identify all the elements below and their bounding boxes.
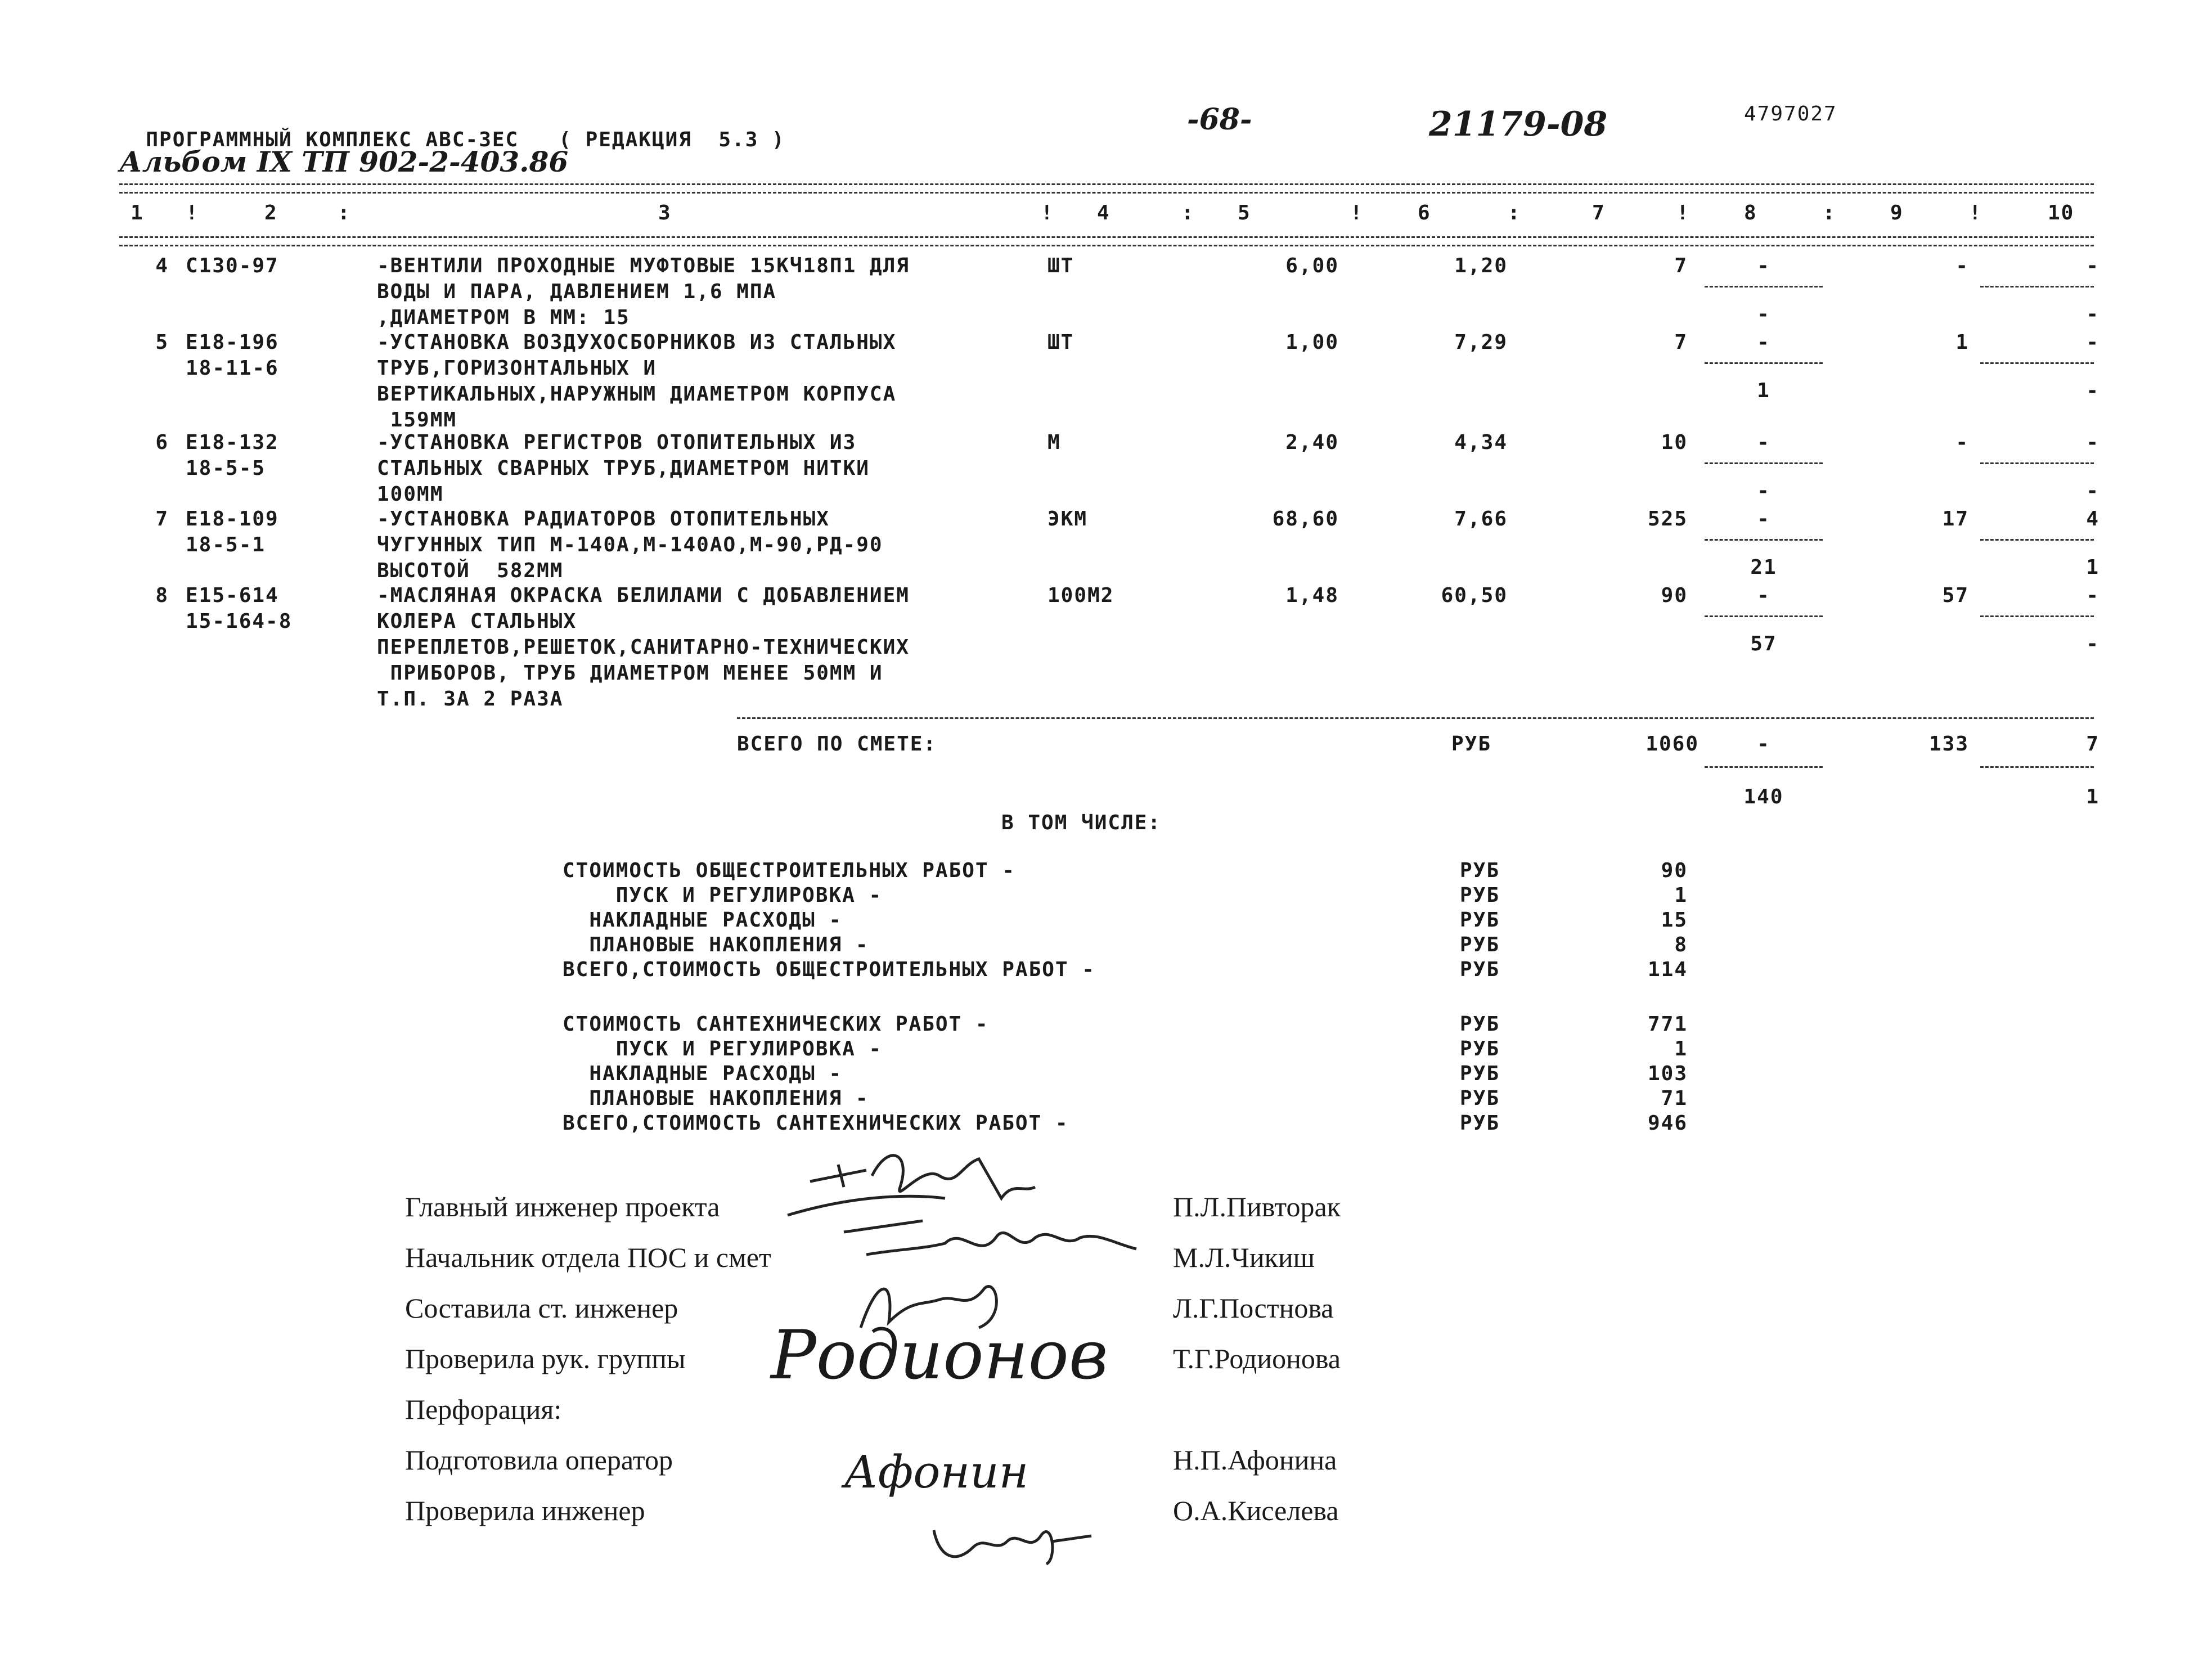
row-col8-fraction xyxy=(1705,539,1823,541)
column-header-3: 3 xyxy=(658,201,672,224)
row-description: -МАСЛЯНАЯ ОКРАСКА БЕЛИЛАМИ С ДОБАВЛЕНИЕМ xyxy=(377,584,910,607)
column-header-4: 4 xyxy=(1097,201,1111,224)
summary-general-unit: РУБ xyxy=(1460,859,1500,882)
row-code: 18-11-6 xyxy=(186,357,279,380)
including-label: В ТОМ ЧИСЛЕ: xyxy=(1001,811,1162,834)
column-separator: ! xyxy=(186,201,199,224)
row-total: 7 xyxy=(1674,254,1688,277)
row-col10-bottom: - xyxy=(2086,303,2099,326)
signature-role: Проверила рук. группы xyxy=(405,1343,686,1374)
row-description: ,ДИАМЕТРОМ В ММ: 15 xyxy=(377,306,630,329)
row-col10-fraction xyxy=(1980,362,2094,364)
column-separator: ! xyxy=(1041,201,1054,224)
column-separator: ! xyxy=(1350,201,1364,224)
row-col8-top: - xyxy=(1757,584,1770,607)
row-unit: М xyxy=(1047,431,1061,454)
row-code: Е18-109 xyxy=(186,507,279,531)
column-header-7: 7 xyxy=(1592,201,1606,224)
header-bottom-rule xyxy=(119,236,2094,246)
signature-mark-operator: Афонин xyxy=(844,1446,1029,1498)
row-total: 10 xyxy=(1661,431,1688,454)
row-quantity: 1,00 xyxy=(1285,331,1339,354)
row-code: Е15-614 xyxy=(186,584,279,607)
row-description: СТАЛЬНЫХ СВАРНЫХ ТРУБ,ДИАМЕТРОМ НИТКИ xyxy=(377,457,870,480)
summary-plumbing-value: 771 xyxy=(1647,1013,1688,1036)
column-header-9: 9 xyxy=(1890,201,1904,224)
column-separator: : xyxy=(1823,201,1836,224)
row-col10-top: - xyxy=(2086,431,2099,454)
column-separator: ! xyxy=(1969,201,1982,224)
total-value: 1060 xyxy=(1645,732,1699,756)
summary-general-value: 8 xyxy=(1674,933,1688,956)
album-reference: Альбом IX ТП 902-2-403.86 xyxy=(119,145,569,178)
total-label: ВСЕГО ПО СМЕТЕ: xyxy=(737,732,937,756)
row-col10-top: - xyxy=(2086,254,2099,277)
row-total: 7 xyxy=(1674,331,1688,354)
row-description: ПЕРЕПЛЕТОВ,РЕШЕТОК,САНИТАРНО-ТЕХНИЧЕСКИХ xyxy=(377,636,910,659)
summary-plumbing-label: ПУСК И РЕГУЛИРОВКА - xyxy=(563,1037,883,1060)
program-name: ПРОГРАММНЫЙ КОМПЛЕКС АВС-3ЕС xyxy=(146,128,519,151)
row-description: -УСТАНОВКА РЕГИСТРОВ ОТОПИТЕЛЬНЫХ ИЗ xyxy=(377,431,857,454)
row-number: 5 xyxy=(155,331,169,354)
signature-role: Главный инженер проекта xyxy=(405,1191,720,1222)
summary-plumbing-value: 1 xyxy=(1674,1037,1688,1060)
row-unit-price: 4,34 xyxy=(1454,431,1508,454)
signature-role: Начальник отдела ПОС и смет xyxy=(405,1242,771,1273)
signature-name: М.Л.Чикиш xyxy=(1173,1242,1315,1273)
total-unit: РУБ xyxy=(1451,732,1492,756)
row-col8-bottom: 57 xyxy=(1750,632,1777,655)
row-col8-top: - xyxy=(1757,431,1770,454)
row-col10-bottom: - xyxy=(2086,479,2099,502)
row-col8-bottom: 21 xyxy=(1750,556,1777,579)
row-description: ЧУГУННЫХ ТИП М-140А,М-140АО,М-90,РД-90 xyxy=(377,533,883,556)
row-col10-top: - xyxy=(2086,331,2099,354)
signature-role: Проверила инженер xyxy=(405,1495,645,1526)
total-col8-bottom: 140 xyxy=(1743,785,1784,808)
row-description: -УСТАНОВКА РАДИАТОРОВ ОТОПИТЕЛЬНЫХ xyxy=(377,507,830,531)
row-col9: - xyxy=(1955,431,1969,454)
column-header-8: 8 xyxy=(1744,201,1757,224)
summary-general-value: 114 xyxy=(1647,958,1688,981)
summary-general-unit: РУБ xyxy=(1460,933,1500,956)
total-col9: 133 xyxy=(1928,732,1969,756)
row-col10-fraction xyxy=(1980,539,2094,541)
row-unit-price: 60,50 xyxy=(1441,584,1508,607)
summary-general-label: ПЛАНОВЫЕ НАКОПЛЕНИЯ - xyxy=(563,933,869,956)
row-col8-top: - xyxy=(1757,331,1770,354)
document-code: 21179-08 xyxy=(1429,105,1608,144)
summary-general-unit: РУБ xyxy=(1460,884,1500,907)
total-col10-fraction xyxy=(1980,766,2094,768)
row-code: Е18-196 xyxy=(186,331,279,354)
summary-plumbing-unit: РУБ xyxy=(1460,1112,1500,1135)
signature-mark-engineer xyxy=(923,1508,1103,1570)
row-quantity: 6,00 xyxy=(1285,254,1339,277)
row-col8-fraction xyxy=(1705,362,1823,364)
row-description: ВЫСОТОЙ 582ММ xyxy=(377,559,564,582)
summary-general-value: 90 xyxy=(1661,859,1688,882)
row-code: С130-97 xyxy=(186,254,279,277)
signature-mark-department-head xyxy=(833,1210,1148,1271)
row-unit: 100М2 xyxy=(1047,584,1114,607)
row-code: 18-5-5 xyxy=(186,457,266,480)
signature-role: Составила ст. инженер xyxy=(405,1292,678,1324)
row-description: ВОДЫ И ПАРА, ДАВЛЕНИЕМ 1,6 МПА xyxy=(377,280,777,303)
page-number: -68- xyxy=(1187,102,1252,137)
row-number: 8 xyxy=(155,584,169,607)
row-col10-fraction xyxy=(1980,462,2094,464)
summary-general-value: 1 xyxy=(1674,884,1688,907)
summary-plumbing-unit: РУБ xyxy=(1460,1013,1500,1036)
row-description: ПРИБОРОВ, ТРУБ ДИАМЕТРОМ МЕНЕЕ 50ММ И xyxy=(377,662,883,685)
summary-plumbing-label: ВСЕГО,СТОИМОСТЬ САНТЕХНИЧЕСКИХ РАБОТ - xyxy=(563,1112,1069,1135)
summary-general-label: НАКЛАДНЫЕ РАСХОДЫ - xyxy=(563,909,843,932)
row-description: Т.П. ЗА 2 РАЗА xyxy=(377,687,564,711)
row-col10-top: 4 xyxy=(2086,507,2099,531)
summary-plumbing-label: НАКЛАДНЫЕ РАСХОДЫ - xyxy=(563,1062,843,1085)
row-description: КОЛЕРА СТАЛЬНЫХ xyxy=(377,610,577,633)
total-col8-fraction xyxy=(1705,766,1823,768)
row-description: ТРУБ,ГОРИЗОНТАЛЬНЫХ И xyxy=(377,357,657,380)
row-col9: 1 xyxy=(1955,331,1969,354)
summary-general-unit: РУБ xyxy=(1460,909,1500,932)
column-separator: : xyxy=(338,201,351,224)
row-col8-bottom: - xyxy=(1757,479,1770,502)
row-col10-bottom: 1 xyxy=(2086,556,2099,579)
row-total: 525 xyxy=(1647,507,1688,531)
row-col8-fraction xyxy=(1705,286,1823,287)
signature-role: Перфорация: xyxy=(405,1394,562,1425)
row-unit: ШТ xyxy=(1047,254,1074,277)
edition: ( РЕДАКЦИЯ 5.3 ) xyxy=(559,128,785,151)
column-separator: : xyxy=(1508,201,1521,224)
signature-name: Н.П.Афонина xyxy=(1173,1444,1337,1476)
row-unit-price: 7,66 xyxy=(1454,507,1508,531)
summary-plumbing-value: 103 xyxy=(1647,1062,1688,1085)
row-col8-fraction xyxy=(1705,615,1823,617)
header-top-rule xyxy=(119,183,2094,194)
row-number: 7 xyxy=(155,507,169,531)
row-quantity: 1,48 xyxy=(1285,584,1339,607)
signature-role: Подготовила оператор xyxy=(405,1444,673,1476)
row-col9: 57 xyxy=(1942,584,1969,607)
total-col10-top: 7 xyxy=(2086,732,2099,756)
row-col8-fraction xyxy=(1705,462,1823,464)
summary-general-value: 15 xyxy=(1661,909,1688,932)
row-col10-bottom: - xyxy=(2086,632,2099,655)
row-description: -ВЕНТИЛИ ПРОХОДНЫЕ МУФТОВЫЕ 15КЧ18П1 ДЛЯ xyxy=(377,254,910,277)
total-rule xyxy=(737,717,2094,719)
row-col8-top: - xyxy=(1757,254,1770,277)
column-header-5: 5 xyxy=(1238,201,1251,224)
row-col10-fraction xyxy=(1980,286,2094,287)
summary-plumbing-value: 71 xyxy=(1661,1087,1688,1110)
column-separator: : xyxy=(1181,201,1195,224)
row-description: 100ММ xyxy=(377,483,444,506)
summary-general-label: ВСЕГО,СТОИМОСТЬ ОБЩЕСТРОИТЕЛЬНЫХ РАБОТ - xyxy=(563,958,1095,981)
row-number: 4 xyxy=(155,254,169,277)
signature-name: Л.Г.Постнова xyxy=(1173,1292,1334,1324)
row-col9: - xyxy=(1955,254,1969,277)
row-unit-price: 1,20 xyxy=(1454,254,1508,277)
summary-general-unit: РУБ xyxy=(1460,958,1500,981)
summary-plumbing-label: СТОИМОСТЬ САНТЕХНИЧЕСКИХ РАБОТ - xyxy=(563,1013,989,1036)
serial-number: 4797027 xyxy=(1744,102,1837,125)
row-code: 15-164-8 xyxy=(186,610,293,633)
row-quantity: 68,60 xyxy=(1272,507,1339,531)
signature-name: О.А.Киселева xyxy=(1173,1495,1339,1526)
summary-plumbing-unit: РУБ xyxy=(1460,1087,1500,1110)
column-header-1: 1 xyxy=(131,201,144,224)
summary-general-label: ПУСК И РЕГУЛИРОВКА - xyxy=(563,884,883,907)
row-quantity: 2,40 xyxy=(1285,431,1339,454)
total-col10-bottom: 1 xyxy=(2086,785,2099,808)
signature-name: Т.Г.Родионова xyxy=(1173,1343,1341,1374)
row-unit: ЭКМ xyxy=(1047,507,1088,531)
row-col10-bottom: - xyxy=(2086,379,2099,402)
signature-name: П.Л.Пивторак xyxy=(1173,1191,1341,1222)
signature-mark-group-head: Родионов xyxy=(771,1316,1108,1395)
summary-plumbing-unit: РУБ xyxy=(1460,1037,1500,1060)
row-number: 6 xyxy=(155,431,169,454)
summary-plumbing-value: 946 xyxy=(1647,1112,1688,1135)
row-total: 90 xyxy=(1661,584,1688,607)
summary-plumbing-unit: РУБ xyxy=(1460,1062,1500,1085)
row-description: 159ММ xyxy=(377,408,457,432)
column-header-6: 6 xyxy=(1418,201,1431,224)
row-code: Е18-132 xyxy=(186,431,279,454)
summary-general-label: СТОИМОСТЬ ОБЩЕСТРОИТЕЛЬНЫХ РАБОТ - xyxy=(563,859,1015,882)
row-col8-bottom: - xyxy=(1757,303,1770,326)
row-description: -УСТАНОВКА ВОЗДУХОСБОРНИКОВ ИЗ СТАЛЬНЫХ xyxy=(377,331,897,354)
row-col8-top: - xyxy=(1757,507,1770,531)
column-header-10: 10 xyxy=(2048,201,2075,224)
column-header-2: 2 xyxy=(264,201,278,224)
row-col10-fraction xyxy=(1980,615,2094,617)
row-col10-top: - xyxy=(2086,584,2099,607)
row-description: ВЕРТИКАЛЬНЫХ,НАРУЖНЫМ ДИАМЕТРОМ КОРПУСА xyxy=(377,383,897,406)
row-unit-price: 7,29 xyxy=(1454,331,1508,354)
row-col9: 17 xyxy=(1942,507,1969,531)
summary-plumbing-label: ПЛАНОВЫЕ НАКОПЛЕНИЯ - xyxy=(563,1087,869,1110)
row-code: 18-5-1 xyxy=(186,533,266,556)
total-col8-top: - xyxy=(1757,732,1770,756)
row-col8-bottom: 1 xyxy=(1757,379,1770,402)
column-separator: ! xyxy=(1676,201,1690,224)
row-unit: ШТ xyxy=(1047,331,1074,354)
